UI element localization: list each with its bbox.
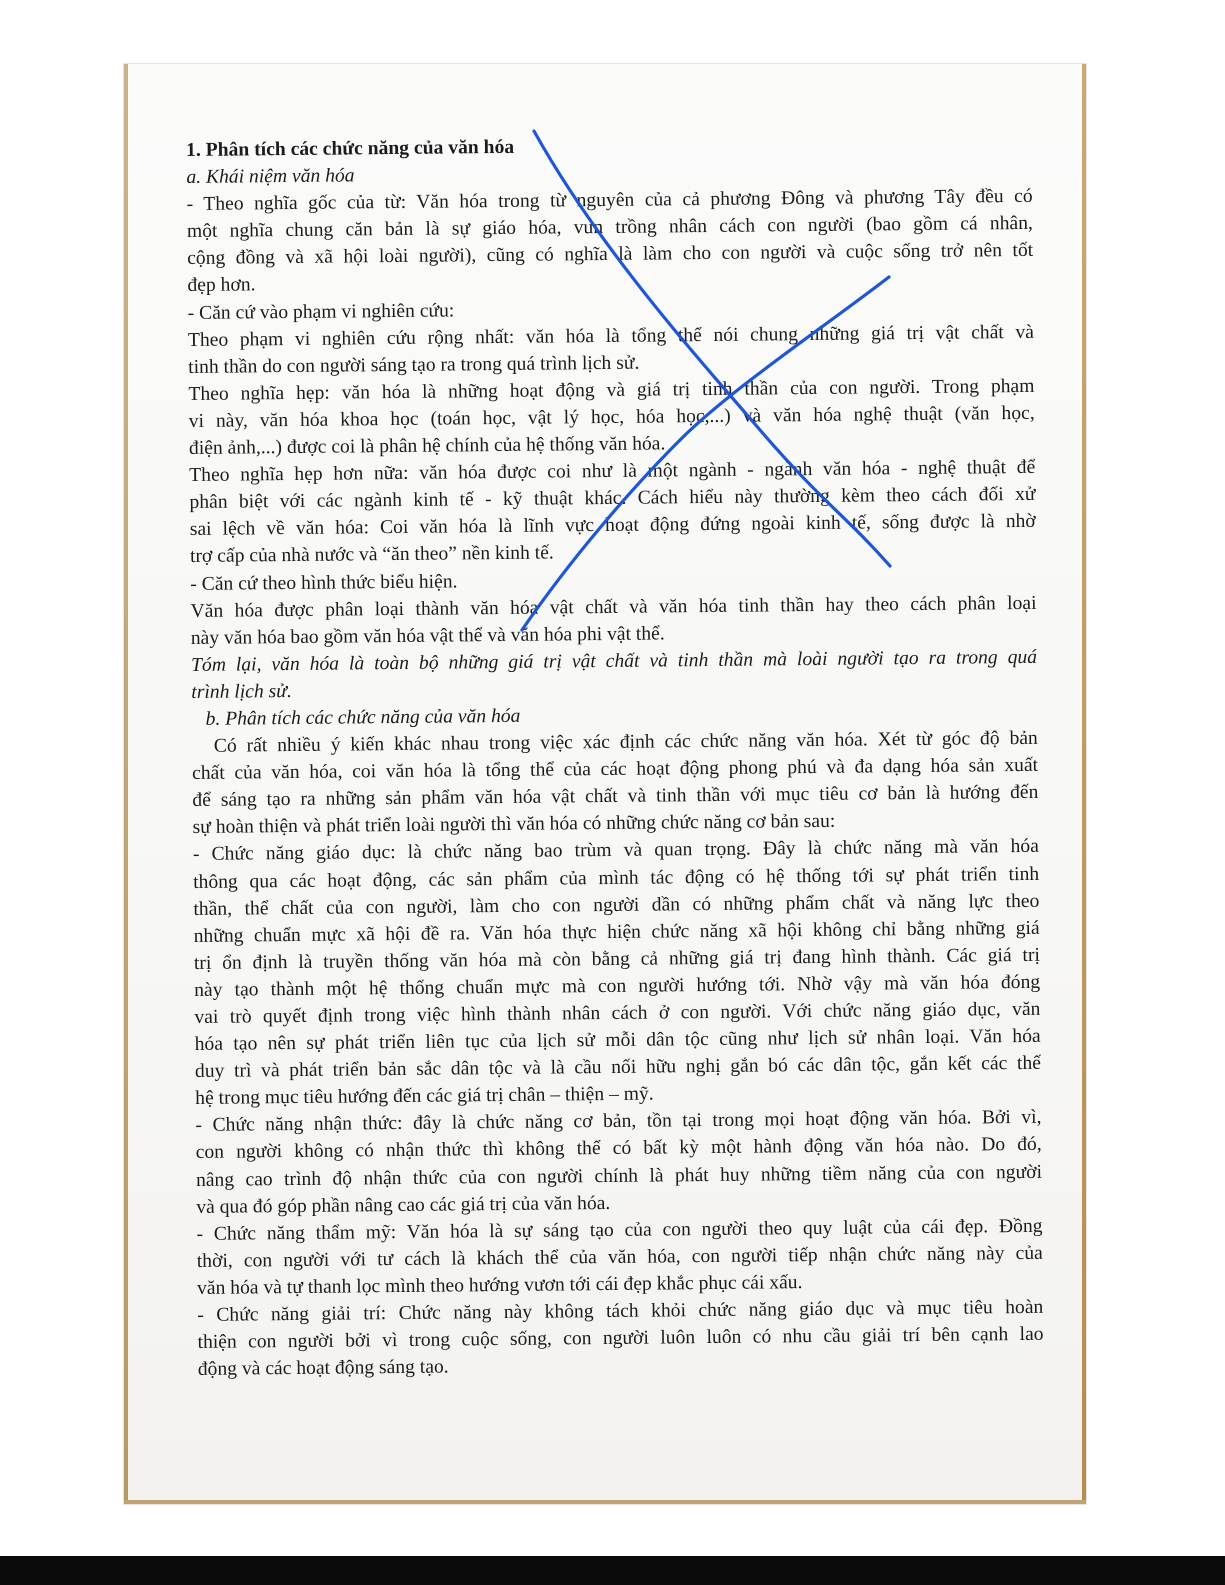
text-line: để sáng tạo ra những sản phẩm văn hóa vật chất và tinh thần với mục tiêu cơ bản là hướng đến (192, 782, 1039, 812)
text-line: nâng cao trình độ nhận thức của con người chính là phát huy những tiềm năng của con người (195, 1161, 1043, 1191)
text-line: này tạo thành một hệ thống chuẩn mực mà con người hướng tới. Nhờ vậy mà văn hóa đóng (194, 971, 1041, 1001)
text-line: những chuẩn mực xã hội đề ra. Văn hóa thực hiện chức năng xã hội không chỉ bằng những giá (193, 917, 1040, 947)
summary-line: trình lịch sử. (191, 680, 292, 703)
summary-line: Tóm lại, văn hóa là toàn bộ những giá trị vật chất và tinh thần mà loài người tạo ra trong quá (190, 646, 1038, 676)
text-line: thông qua các hoạt động, các sản phẩm của mình tác động có hệ thống tới sự phát triển tinh (193, 863, 1040, 893)
text-line: chất của văn hóa, coi văn hóa là tổng thể của các hoạt động phong phú và đa dạng hóa sản xuất (192, 755, 1039, 785)
paper-edge-bottom (124, 1500, 1086, 1504)
text-line: Văn hóa được phân loại thành văn hóa vật chất và văn hóa tinh thần hay theo cách phân loại (190, 592, 1037, 622)
text-line: - Chức năng giáo dục: là chức năng bao trùm và quan trọng. Đây là chức năng mà văn hóa (192, 836, 1039, 866)
paper-edge-right (1082, 64, 1086, 1504)
text-line: cộng đồng và xã hội loài người), cũng có nghĩa là làm cho con người và cuộc sống trở nên tốt (187, 240, 1034, 270)
text-line: vi này, văn hóa khoa học (toán học, vật lý học, hóa học,...) và văn hóa nghệ thuật (văn học, (188, 402, 1035, 432)
section-a-title: a. Khái niệm văn hóa (186, 165, 355, 189)
text-line: này văn hóa bao gồm văn hóa vật thể và văn hóa phi vật thể. (190, 623, 665, 649)
text-line: động và các hoạt động sáng tạo. (197, 1356, 449, 1381)
text-line: Có rất nhiều ý kiến khác nhau trong việc xác định các chức năng văn hóa. Xét từ góc độ bản (213, 727, 1038, 757)
text-line: và qua đó góp phần nâng cao các giá trị của văn hóa. (196, 1192, 611, 1218)
text-line: hóa tạo nên sự phát triển liên tục của lịch sử mỗi dân tộc cũng như lịch sử nhân loại. Văn hóa (194, 1025, 1041, 1056)
text-line: trợ cấp của nhà nước và “ăn theo” nền kinh tế. (189, 542, 554, 568)
text-line: Theo nghĩa hẹp hơn nữa: văn hóa được coi như là một ngành - ngành văn hóa - nghệ thuật để (189, 456, 1036, 487)
text-line: hệ trong mục tiêu hướng đến các giá trị chân – thiện – mỹ. (195, 1083, 654, 1110)
text-line: con người không có nhận thức thì không thể có bất kỳ một hành động văn hóa nào. Do đó, (195, 1134, 1042, 1164)
text-line: Theo phạm vi nghiên cứu rộng nhất: văn hóa là tổng thể nói chung những giá trị vật chất và (187, 321, 1035, 351)
document-body (186, 129, 1044, 1383)
photo-bottom-band (0, 1556, 1225, 1585)
text-line: sai lệch về văn hóa: Coi văn hóa là lĩnh vực hoạt động đứng ngoài kinh tế, sống được là nhờ (189, 511, 1036, 541)
text-line: - Chức năng thẩm mỹ: Văn hóa là sự sáng tạo của con người theo quy luật của cái đẹp. Đồng (196, 1215, 1043, 1245)
text-line: tinh thần do con người sáng tạo ra trong quá trình lịch sử. (188, 352, 640, 378)
text-line: một nghĩa chung căn bản là sự giáo hóa, vun trồng nhân cách con người (bao gồm cá nhân, (186, 213, 1033, 243)
section-b-title: b. Phân tích các chức năng của văn hóa (205, 705, 521, 730)
text-line: vai trò quyết định trong việc hình thành nhân cách ở con người. Với chức năng giáo dục, văn (194, 998, 1041, 1028)
text-line: - Chức năng giải trí: Chức năng này không tách khỏi chức năng giáo dục và mục tiêu hoàn (197, 1296, 1044, 1326)
text-line: Theo nghĩa hẹp: văn hóa là những hoạt động và giá trị tinh thần của con người. Trong phạm (188, 375, 1035, 405)
text-line: phân biệt với các ngành kinh tế - kỹ thuật khác. Cách hiểu này thường kèm theo cách đối xử (189, 484, 1036, 514)
text-line: đẹp hơn. (187, 274, 256, 297)
paper-edge-left (124, 64, 128, 1504)
text-line: thiện con người bởi vì trong cuộc sống, con người luôn luôn có nhu cầu giải trí bên cạnh lao (197, 1323, 1044, 1354)
text-line: - Theo nghĩa gốc của từ: Văn hóa trong từ nguyên của cả phương Đông và phương Tây đều có (186, 186, 1033, 216)
text-line: - Chức năng nhận thức: đây là chức năng cơ bản, tồn tại trong mọi hoạt động văn hóa. Bởi vì, (195, 1107, 1042, 1137)
text-line: - Căn cứ vào phạm vi nghiên cứu: (187, 299, 455, 324)
text-line: duy trì và phát triển bản sắc dân tộc và là cầu nối hữu nghị gắn bó các dân tộc, gắn kết các thế (194, 1053, 1042, 1083)
text-line: điện ảnh,...) được coi là phân hệ chính của hệ thống văn hóa. (188, 433, 666, 460)
document-heading: 1. Phân tích các chức năng của văn hóa (186, 136, 515, 161)
text-line: thần, thể chất của con người, làm cho con người dần có những phẩm chất và năng lực theo (193, 890, 1040, 920)
text-line: trị ổn định là truyền thống văn hóa mà còn bằng cả những giá trị đang hình thành. Các giá trị (193, 944, 1040, 974)
text-line: sự hoàn thiện và phát triển loài người thì văn hóa có những chức năng cơ bản sau: (192, 811, 836, 839)
text-line: thời, con người với tư cách là khách thể của văn hóa, con người tiếp nhận chức năng này của (196, 1242, 1043, 1272)
text-line: - Căn cứ theo hình thức biểu hiện. (190, 570, 458, 595)
text-line: văn hóa và tự thanh lọc mình theo hướng vươn tới cái đẹp khắc phục cái xấu. (196, 1272, 803, 1299)
